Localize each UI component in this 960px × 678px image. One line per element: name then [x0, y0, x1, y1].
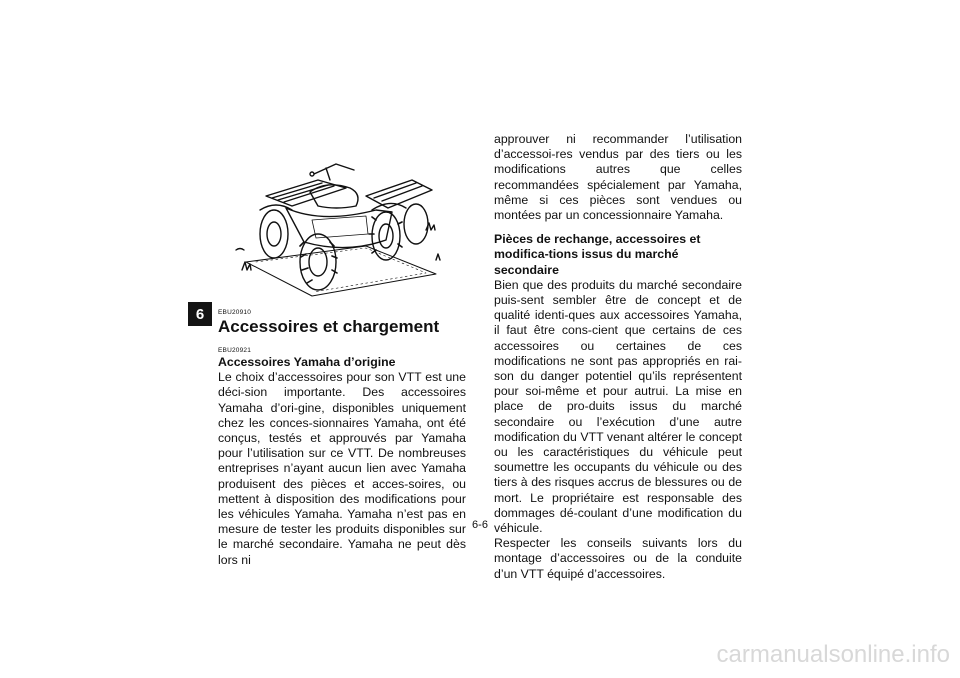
right-column	[494, 132, 742, 582]
atv-illustration	[226, 150, 452, 300]
chapter-tab: 6	[188, 302, 212, 326]
section-title: Accessoires et chargement	[218, 317, 440, 336]
right-paragraph-1: approuver ni recommander l’utilisation d’accessoi-res vendus par des tiers ou les modifications autres que celles recommandées spécialement par Yamaha, même si ces pièces sont vendues ou montées par un concessionnaire Yamaha.	[494, 132, 742, 223]
section-code: EBU20910	[218, 309, 252, 316]
subsection-code: EBU20921	[218, 347, 252, 354]
watermark: carmanualsonline.info	[716, 641, 950, 668]
right-paragraph-2: Bien que des produits du marché secondaire puis-sent sembler être de concept et de qualité identi-ques aux accessoires Yamaha, il faut être cons-cient que certains de ces accessoires ou certaines de ces modifications ne sont pas appropriés en rai-son du danger potentiel qu’ils représentent pour soi-même et pour autrui. La mise en place de pro-duits issus du marché secondaire ou l’exécution d’une autre modification du VTT venant altérer le concept ou les caractéristiques du véhicule peut soumettre les occupants du véhicule ou des tiers à des risques accrus de blessures ou de mort. Le propriétaire est responsable des dommages dé-coulant d’une modification du véhicule.	[494, 277, 742, 536]
left-paragraph: Le choix d’accessoires pour son VTT est une déci-sion importante. Des accessoires Yamaha d’ori-gine, disponibles uniquement chez les conces-sionnaires Yamaha, ont été conçus, testés et approuvés par Yamaha pour l’utilisation sur ce VTT. De nombreuses entreprises n’ayant aucun lien avec Yamaha produisent des pièces et acces-soires, ou mettent à disposition des modifications pour les véhicules Yamaha. Yamaha n’est pas en mesure de tester les produits disponibles sur le marché secondaire. Yamaha ne peut dès lors ni	[218, 370, 466, 567]
left-column	[218, 309, 466, 568]
right-paragraph-3: Respecter les conseils suivants lors du montage d’accessoires ou de la conduite d’un VTT équipé d’accessoires.	[494, 536, 742, 581]
right-heading: Pièces de rechange, accessoires et modifica-tions issus du marché secondaire	[494, 232, 701, 277]
page-number: 6-6	[472, 519, 488, 531]
subsection-title: Accessoires Yamaha d’origine	[218, 355, 396, 369]
